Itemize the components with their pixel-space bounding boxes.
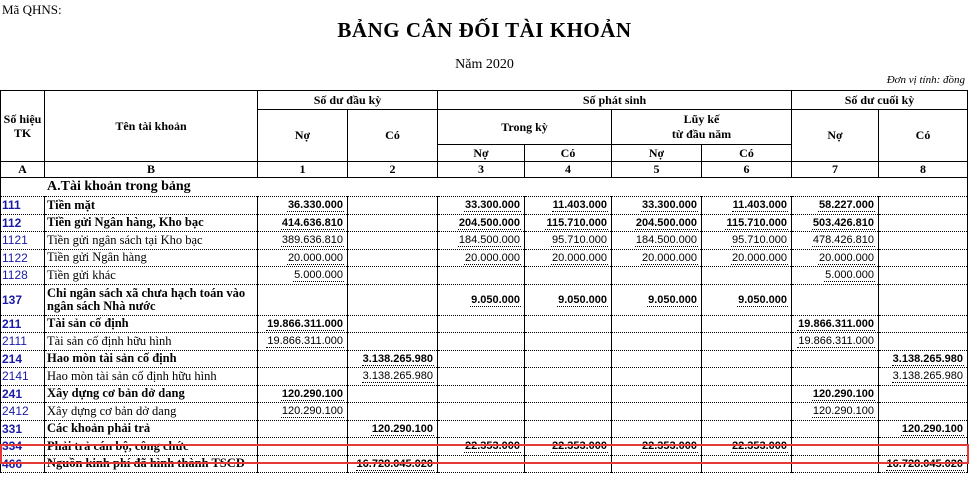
ma-qhns-label: Mã QHNS: (2, 2, 62, 17)
section-heading: A.Tài khoản trong bảng (1, 178, 968, 197)
account-name: Phải trả cán bộ, công chức (45, 438, 258, 456)
luy-ke-line2: từ đầu năm (671, 127, 732, 141)
dau-ky-co-header: Có (348, 110, 438, 162)
amount-cell-2 (348, 315, 438, 333)
amount-value: 20.000.000 (731, 251, 788, 264)
account-balance-table (0, 90, 968, 473)
col-label-5: 5 (612, 162, 702, 178)
account-code[interactable]: 112 (1, 214, 45, 232)
col-so-du-dau-ky-header: Số dư đầu kỳ (258, 91, 438, 110)
dau-ky-no-header: Nợ (258, 110, 348, 162)
amount-cell-1 (258, 284, 348, 315)
amount-cell-6 (702, 249, 792, 267)
amount-cell-5 (612, 438, 702, 456)
amount-cell-6 (702, 385, 792, 403)
amount-cell-7 (792, 249, 879, 267)
account-code[interactable]: 137 (1, 284, 45, 315)
amount-value: 3.138.265.980 (362, 352, 434, 365)
col-label-2: 2 (348, 162, 438, 178)
amount-cell-1 (258, 249, 348, 267)
amount-cell-8 (879, 249, 968, 267)
amount-cell-5 (612, 315, 702, 333)
amount-cell-5 (612, 267, 702, 285)
account-name: Tiền gửi ngân sách tại Kho bạc (45, 232, 258, 250)
table-row (1, 267, 968, 285)
amount-value: 36.330.000 (287, 199, 343, 212)
luy-ke-no-header: Nợ (612, 145, 702, 162)
amount-cell-8 (879, 350, 968, 368)
amount-cell-4 (525, 315, 612, 333)
amount-cell-4 (525, 333, 612, 351)
amount-cell-3 (438, 385, 525, 403)
amount-cell-1 (258, 420, 348, 438)
amount-cell-4 (525, 438, 612, 456)
amount-cell-2 (348, 455, 438, 473)
amount-cell-1 (258, 267, 348, 285)
amount-cell-4 (525, 232, 612, 250)
amount-cell-2 (348, 403, 438, 421)
amount-cell-6 (702, 214, 792, 232)
amount-value: 20.000.000 (287, 251, 343, 264)
amount-cell-3 (438, 214, 525, 232)
amount-value: 184.500.000 (458, 234, 521, 247)
account-code[interactable]: 111 (1, 197, 45, 215)
amount-cell-3 (438, 315, 525, 333)
amount-cell-4 (525, 284, 612, 315)
amount-value: 120.290.100 (812, 405, 875, 418)
amount-value: 115.710.000 (726, 216, 788, 229)
amount-value: 204.500.000 (635, 216, 698, 229)
amount-cell-3 (438, 232, 525, 250)
amount-cell-3 (438, 350, 525, 368)
table-row (1, 438, 968, 456)
table-row (1, 232, 968, 250)
amount-cell-5 (612, 350, 702, 368)
luy-ke-header (612, 110, 792, 145)
account-name: Tiền gửi Ngân hàng, Kho bạc (45, 214, 258, 232)
luy-ke-line1: Lũy kế (683, 112, 720, 126)
amount-cell-3 (438, 403, 525, 421)
amount-value: 120.290.100 (281, 405, 343, 418)
amount-cell-5 (612, 368, 702, 386)
amount-value: 9.050.000 (648, 293, 698, 306)
account-name: Chi ngân sách xã chưa hạch toán vào ngân sách Nhà nước (45, 284, 258, 315)
amount-cell-7 (792, 284, 879, 315)
col-ten-tk-header: Tên tài khoản (45, 91, 258, 162)
amount-cell-7 (792, 438, 879, 456)
table-row (1, 333, 968, 351)
amount-value: 9.050.000 (471, 293, 521, 306)
account-code[interactable]: 214 (1, 350, 45, 368)
account-code[interactable]: 334 (1, 438, 45, 456)
amount-cell-6 (702, 350, 792, 368)
amount-cell-5 (612, 232, 702, 250)
amount-value: 11.403.000 (552, 199, 608, 212)
amount-value: 20.000.000 (464, 251, 521, 264)
amount-cell-7 (792, 350, 879, 368)
cuoi-ky-no-header: Nợ (792, 110, 879, 162)
account-code[interactable]: 211 (1, 315, 45, 333)
col-so-phat-sinh-header: Số phát sinh (438, 91, 792, 110)
amount-cell-8 (879, 232, 968, 250)
amount-value: 19.866.311.000 (798, 317, 875, 330)
table-row (1, 420, 968, 438)
amount-cell-2 (348, 267, 438, 285)
amount-value: 95.710.000 (551, 234, 608, 247)
amount-cell-6 (702, 315, 792, 333)
amount-cell-8 (879, 403, 968, 421)
amount-cell-3 (438, 455, 525, 473)
amount-cell-1 (258, 214, 348, 232)
amount-cell-6 (702, 420, 792, 438)
report-title: BẢNG CÂN ĐỐI TÀI KHOẢN (337, 18, 632, 42)
amount-cell-2 (348, 438, 438, 456)
amount-cell-5 (612, 333, 702, 351)
amount-cell-6 (702, 368, 792, 386)
amount-cell-2 (348, 284, 438, 315)
amount-cell-1 (258, 455, 348, 473)
amount-value: 120.290.100 (281, 387, 343, 400)
amount-cell-8 (879, 315, 968, 333)
currency-unit: Đơn vị tính: đồng (886, 74, 965, 86)
account-name: Xây dựng cơ bản dở dang (45, 385, 258, 403)
amount-cell-2 (348, 197, 438, 215)
trong-ky-co-header: Có (525, 145, 612, 162)
amount-value: 120.290.100 (812, 387, 875, 400)
amount-cell-4 (525, 403, 612, 421)
amount-cell-5 (612, 249, 702, 267)
account-code[interactable]: 2141 (1, 368, 45, 386)
amount-value: 9.050.000 (738, 293, 788, 306)
account-code[interactable]: 2412 (1, 403, 45, 421)
amount-cell-6 (702, 197, 792, 215)
amount-cell-7 (792, 420, 879, 438)
amount-value: 204.500.000 (458, 216, 521, 229)
amount-value: 16.728.045.020 (356, 457, 434, 470)
amount-cell-1 (258, 368, 348, 386)
amount-cell-4 (525, 267, 612, 285)
amount-cell-6 (702, 284, 792, 315)
col-so-hieu-header: Số hiệu TK (1, 91, 45, 162)
amount-cell-5 (612, 284, 702, 315)
amount-value: 22.353.000 (731, 440, 788, 453)
amount-cell-7 (792, 368, 879, 386)
table-row (1, 403, 968, 421)
amount-cell-2 (348, 420, 438, 438)
amount-value: 389.636.810 (281, 234, 343, 247)
amount-cell-2 (348, 333, 438, 351)
table-row (1, 284, 968, 315)
trong-ky-header: Trong kỳ (438, 110, 612, 145)
table-row (1, 249, 968, 267)
amount-cell-8 (879, 333, 968, 351)
amount-cell-5 (612, 455, 702, 473)
amount-cell-3 (438, 284, 525, 315)
amount-value: 9.050.000 (558, 293, 608, 306)
account-name: Tiền gửi Ngân hàng (45, 249, 258, 267)
account-name: Xây dựng cơ bản dở dang (45, 403, 258, 421)
amount-value: 19.866.311.000 (267, 335, 343, 348)
amount-cell-6 (702, 403, 792, 421)
amount-value: 20.000.000 (641, 251, 698, 264)
amount-value: 120.290.100 (901, 422, 964, 435)
amount-cell-2 (348, 249, 438, 267)
col-label-1: 1 (258, 162, 348, 178)
amount-cell-3 (438, 267, 525, 285)
table-row (1, 315, 968, 333)
account-name: Tiền gửi khác (45, 267, 258, 285)
amount-cell-8 (879, 284, 968, 315)
amount-cell-7 (792, 333, 879, 351)
amount-cell-5 (612, 385, 702, 403)
amount-value: 503.426.810 (812, 216, 875, 229)
amount-cell-4 (525, 455, 612, 473)
table-row (1, 350, 968, 368)
amount-cell-7 (792, 315, 879, 333)
amount-value: 184.500.000 (635, 234, 698, 247)
amount-cell-1 (258, 333, 348, 351)
amount-cell-8 (879, 420, 968, 438)
amount-cell-4 (525, 385, 612, 403)
amount-cell-2 (348, 350, 438, 368)
amount-cell-3 (438, 333, 525, 351)
amount-cell-2 (348, 214, 438, 232)
amount-cell-8 (879, 438, 968, 456)
amount-cell-4 (525, 420, 612, 438)
amount-cell-1 (258, 438, 348, 456)
amount-cell-4 (525, 350, 612, 368)
table-row (1, 214, 968, 232)
account-name: Hao mòn tài sản cố định (45, 350, 258, 368)
col-so-du-cuoi-ky-header: Số dư cuối kỳ (792, 91, 968, 110)
amount-cell-7 (792, 403, 879, 421)
amount-cell-6 (702, 232, 792, 250)
amount-cell-1 (258, 197, 348, 215)
account-code[interactable]: 2111 (1, 333, 45, 351)
table-row (1, 455, 968, 473)
col-label-4: 4 (525, 162, 612, 178)
amount-cell-3 (438, 368, 525, 386)
amount-cell-8 (879, 368, 968, 386)
amount-cell-1 (258, 232, 348, 250)
amount-cell-6 (702, 455, 792, 473)
amount-value: 478.426.810 (812, 234, 875, 247)
amount-cell-1 (258, 403, 348, 421)
table-row (1, 197, 968, 215)
amount-value: 20.000.000 (551, 251, 608, 264)
amount-value: 414.636.810 (281, 216, 343, 229)
amount-cell-7 (792, 214, 879, 232)
amount-cell-3 (438, 197, 525, 215)
amount-value: 33.300.000 (641, 199, 698, 212)
account-name: Tiền mặt (45, 197, 258, 215)
amount-value: 95.710.000 (731, 234, 788, 247)
amount-cell-5 (612, 403, 702, 421)
amount-cell-8 (879, 385, 968, 403)
account-name: Tài sản cố định hữu hình (45, 333, 258, 351)
account-code[interactable]: 241 (1, 385, 45, 403)
amount-value: 33.300.000 (464, 199, 521, 212)
amount-cell-7 (792, 455, 879, 473)
col-label-a: A (1, 162, 45, 178)
col-label-6: 6 (702, 162, 792, 178)
amount-value: 120.290.100 (371, 422, 434, 435)
amount-cell-6 (702, 267, 792, 285)
account-name: Nguồn kinh phí đã hình thành TSCĐ (45, 455, 258, 473)
account-name: Các khoản phải trả (45, 420, 258, 438)
amount-value: 22.353.000 (464, 440, 521, 453)
amount-cell-2 (348, 232, 438, 250)
amount-value: 115.710.000 (546, 216, 608, 229)
amount-value: 16.728.045.020 (886, 457, 964, 470)
amount-cell-7 (792, 232, 879, 250)
amount-cell-1 (258, 385, 348, 403)
amount-value: 3.138.265.980 (362, 370, 434, 383)
account-name: Hao mòn tài sản cố định hữu hình (45, 368, 258, 386)
account-code[interactable]: 466 (1, 455, 45, 473)
amount-cell-5 (612, 197, 702, 215)
table-row (1, 385, 968, 403)
amount-value: 3.138.265.980 (892, 352, 964, 365)
amount-cell-4 (525, 197, 612, 215)
amount-cell-1 (258, 315, 348, 333)
amount-value: 19.866.311.000 (267, 317, 343, 330)
amount-value: 11.403.000 (732, 199, 788, 212)
amount-cell-8 (879, 197, 968, 215)
amount-value: 22.353.000 (551, 440, 608, 453)
amount-cell-2 (348, 385, 438, 403)
amount-value: 58.227.000 (818, 199, 875, 212)
report-year: Năm 2020 (455, 57, 514, 72)
amount-cell-4 (525, 368, 612, 386)
amount-cell-8 (879, 267, 968, 285)
amount-cell-8 (879, 455, 968, 473)
amount-cell-5 (612, 214, 702, 232)
amount-cell-3 (438, 420, 525, 438)
amount-cell-7 (792, 385, 879, 403)
amount-cell-4 (525, 249, 612, 267)
amount-cell-3 (438, 249, 525, 267)
cuoi-ky-co-header: Có (879, 110, 968, 162)
amount-value: 19.866.311.000 (798, 335, 875, 348)
amount-cell-1 (258, 350, 348, 368)
account-code[interactable]: 1121 (1, 232, 45, 250)
amount-cell-2 (348, 368, 438, 386)
trong-ky-no-header: Nợ (438, 145, 525, 162)
amount-value: 5.000.000 (294, 269, 343, 282)
amount-value: 3.138.265.980 (892, 370, 964, 383)
account-code[interactable]: 1122 (1, 249, 45, 267)
amount-cell-3 (438, 438, 525, 456)
col-label-8: 8 (879, 162, 968, 178)
table-row (1, 368, 968, 386)
amount-cell-6 (702, 333, 792, 351)
col-label-3: 3 (438, 162, 525, 178)
amount-cell-7 (792, 197, 879, 215)
amount-value: 5.000.000 (825, 269, 875, 282)
col-label-b: B (45, 162, 258, 178)
account-name: Tài sản cố định (45, 315, 258, 333)
luy-ke-co-header: Có (702, 145, 792, 162)
amount-value: 22.353.000 (641, 440, 698, 453)
amount-value: 20.000.000 (818, 251, 875, 264)
amount-cell-6 (702, 438, 792, 456)
amount-cell-7 (792, 267, 879, 285)
col-label-7: 7 (792, 162, 879, 178)
amount-cell-5 (612, 420, 702, 438)
amount-cell-8 (879, 214, 968, 232)
amount-cell-4 (525, 214, 612, 232)
account-code[interactable]: 331 (1, 420, 45, 438)
account-code[interactable]: 1128 (1, 267, 45, 285)
